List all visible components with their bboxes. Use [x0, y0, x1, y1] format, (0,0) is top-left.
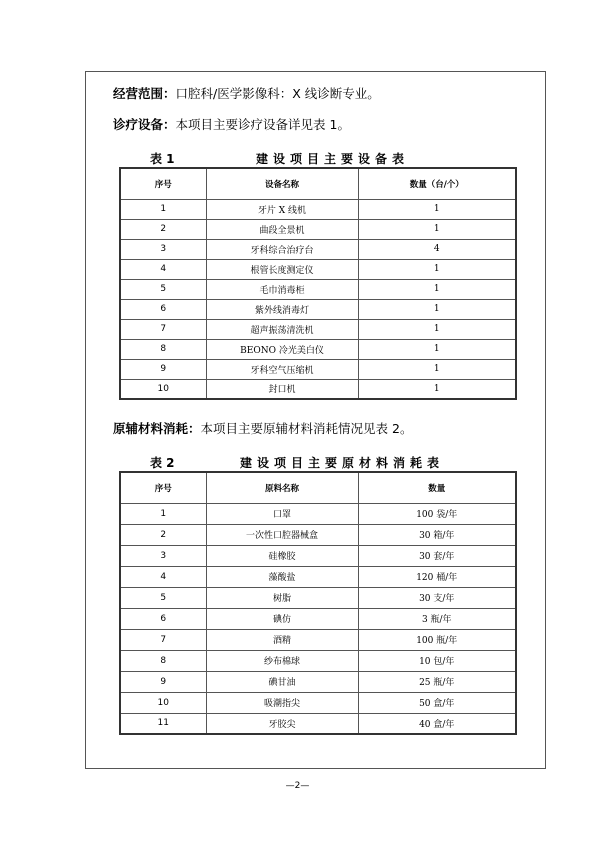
row-name: 封口机: [206, 379, 358, 399]
row-quantity: 1: [358, 299, 516, 319]
materials-intro-text: 本项目主要原辅材料消耗情况见表 2。: [200, 421, 413, 436]
row-quantity: 50 盒/年: [358, 692, 516, 713]
row-name: 毛巾消毒柜: [206, 279, 358, 299]
table-row: [120, 259, 516, 279]
header-quantity: 数量（台/个）: [358, 168, 516, 199]
page-number: —2—: [285, 781, 310, 791]
row-serial: 10: [120, 379, 206, 399]
row-quantity: 1: [358, 319, 516, 339]
table-row: [120, 587, 516, 608]
equipment-table-header-row: [120, 168, 516, 199]
header-equipment-name: 设备名称: [206, 168, 358, 199]
row-quantity: 1: [358, 219, 516, 239]
materials-intro-label: 原辅材料消耗：: [113, 421, 201, 436]
row-quantity: 30 箱/年: [358, 524, 516, 545]
row-serial: 8: [120, 650, 206, 671]
table-row: [120, 239, 516, 259]
row-serial: 1: [120, 199, 206, 219]
table-row: [120, 319, 516, 339]
table2-number: 表 2: [150, 456, 175, 470]
row-quantity: 120 桶/年: [358, 566, 516, 587]
equipment-intro-text: 本项目主要诊疗设备详见表 1。: [175, 117, 350, 132]
row-serial: 6: [120, 608, 206, 629]
header-material-name: 原料名称: [206, 472, 358, 503]
materials-table: [119, 471, 517, 735]
table-row: [120, 503, 516, 524]
row-serial: 1: [120, 503, 206, 524]
header-serial: 序号: [120, 472, 206, 503]
materials-intro-paragraph: [113, 421, 412, 437]
row-serial: 7: [120, 629, 206, 650]
row-serial: 9: [120, 359, 206, 379]
table-row: [120, 608, 516, 629]
row-serial: 8: [120, 339, 206, 359]
row-name: 牙片 X 线机: [206, 199, 358, 219]
row-name: 硅橡胶: [206, 545, 358, 566]
equipment-table-body: [120, 199, 516, 399]
table-row: [120, 524, 516, 545]
table-row: [120, 379, 516, 399]
row-serial: 3: [120, 239, 206, 259]
table-row: [120, 566, 516, 587]
row-name: 酒精: [206, 629, 358, 650]
table-row: [120, 339, 516, 359]
row-serial: 3: [120, 545, 206, 566]
business-scope-text: 口腔科/医学影像科：X 线诊断专业。: [175, 86, 380, 101]
row-quantity: 25 瓶/年: [358, 671, 516, 692]
row-name: 超声振荡清洗机: [206, 319, 358, 339]
table-row: [120, 545, 516, 566]
table-row: [120, 219, 516, 239]
row-serial: 9: [120, 671, 206, 692]
row-quantity: 10 包/年: [358, 650, 516, 671]
row-quantity: 1: [358, 379, 516, 399]
row-name: 牙胶尖: [206, 713, 358, 734]
row-quantity: 1: [358, 259, 516, 279]
row-quantity: 30 套/年: [358, 545, 516, 566]
row-serial: 10: [120, 692, 206, 713]
row-name: 纱布棉球: [206, 650, 358, 671]
table-row: [120, 650, 516, 671]
table-row: [120, 299, 516, 319]
header-quantity: 数量: [358, 472, 516, 503]
table-row: [120, 629, 516, 650]
table-row: [120, 359, 516, 379]
row-name: 口罩: [206, 503, 358, 524]
row-quantity: 30 支/年: [358, 587, 516, 608]
table2-title: 建设项目主要原材料消耗表: [240, 456, 445, 470]
row-serial: 11: [120, 713, 206, 734]
table-row: [120, 671, 516, 692]
business-scope-paragraph: [113, 86, 380, 102]
header-serial: 序号: [120, 168, 206, 199]
equipment-intro-label: 诊疗设备：: [113, 117, 176, 132]
business-scope-label: 经营范围：: [113, 86, 176, 101]
row-name: 一次性口腔器械盒: [206, 524, 358, 545]
row-serial: 6: [120, 299, 206, 319]
row-quantity: 100 袋/年: [358, 503, 516, 524]
row-serial: 4: [120, 566, 206, 587]
equipment-table: [119, 167, 517, 400]
table-row: [120, 279, 516, 299]
table-row: [120, 692, 516, 713]
table-row: [120, 199, 516, 219]
materials-table-body: [120, 503, 516, 734]
row-quantity: 3 瓶/年: [358, 608, 516, 629]
row-name: 紫外线消毒灯: [206, 299, 358, 319]
row-name: 碘仿: [206, 608, 358, 629]
row-serial: 2: [120, 219, 206, 239]
row-name: 藻酸盐: [206, 566, 358, 587]
row-quantity: 1: [358, 199, 516, 219]
row-serial: 2: [120, 524, 206, 545]
row-serial: 4: [120, 259, 206, 279]
table1-title: 建设项目主要设备表: [256, 152, 410, 166]
row-name: 牙科空气压缩机: [206, 359, 358, 379]
row-name: 树脂: [206, 587, 358, 608]
row-quantity: 1: [358, 279, 516, 299]
row-serial: 5: [120, 587, 206, 608]
table1-number: 表 1: [150, 152, 175, 166]
row-name: 吸潮指尖: [206, 692, 358, 713]
row-quantity: 100 瓶/年: [358, 629, 516, 650]
row-serial: 7: [120, 319, 206, 339]
row-name: 碘甘油: [206, 671, 358, 692]
row-name: 曲段全景机: [206, 219, 358, 239]
table-row: [120, 713, 516, 734]
row-name: 根管长度测定仪: [206, 259, 358, 279]
row-name: BEONO 冷光美白仪: [206, 339, 358, 359]
row-serial: 5: [120, 279, 206, 299]
row-quantity: 1: [358, 339, 516, 359]
equipment-intro-paragraph: [113, 117, 350, 133]
materials-table-header-row: [120, 472, 516, 503]
row-quantity: 40 盒/年: [358, 713, 516, 734]
row-quantity: 4: [358, 239, 516, 259]
row-quantity: 1: [358, 359, 516, 379]
row-name: 牙科综合治疗台: [206, 239, 358, 259]
